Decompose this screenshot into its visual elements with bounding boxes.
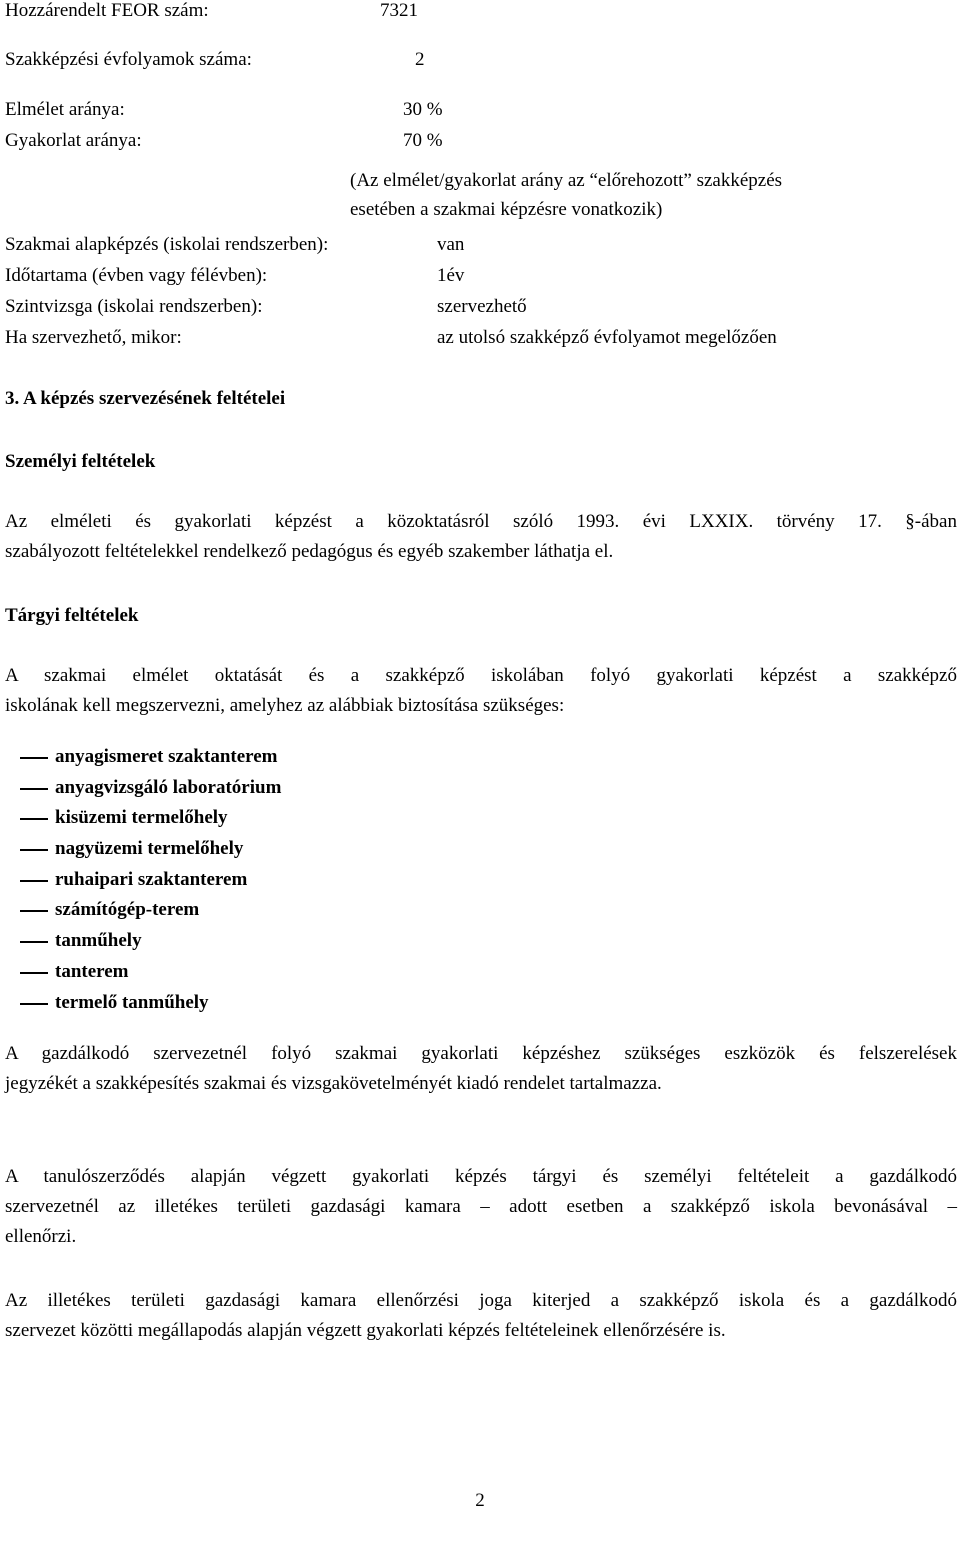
personal-paragraph [5, 507, 957, 567]
chamber-line-1: Az illetékes területi gazdasági kamara ellenőrzési joga kiterjed a szakképző iskola és a gazdálkodó [5, 1290, 957, 1311]
dash-bullet [20, 1003, 48, 1005]
equipment-line-2: jegyzékét a szakképesítés szakmai és vizsgakövetelményét kiadó rendelet tartalmazza. [5, 1073, 662, 1094]
feor-value: 7321 [380, 0, 418, 21]
ratio-note-line-2: esetében a szakmai képzésre vonatkozik) [350, 199, 663, 220]
when-label: Ha szervezhető, mikor: [5, 327, 182, 348]
ratio-note [350, 166, 910, 224]
dash-bullet [20, 941, 48, 943]
duration-row [5, 261, 955, 291]
practice-value: 70 % [403, 130, 443, 151]
duration-value: 1év [437, 265, 465, 286]
list-item: nagyüzemi termelőhely [0, 834, 600, 865]
practice-label: Gyakorlat aránya: [5, 130, 142, 151]
material-paragraph [5, 661, 957, 721]
when-row [5, 323, 955, 353]
dash-bullet [20, 910, 48, 912]
feor-label: Hozzárendelt FEOR szám: [5, 0, 209, 21]
dash-bullet [20, 757, 48, 759]
dash-bullet [20, 849, 48, 851]
personal-line-1: Az elméleti és gyakorlati képzést a közoktatásról szóló 1993. évi LXXIX. törvény 17. §-ában [5, 511, 957, 532]
dash-bullet [20, 818, 48, 820]
list-item: termelő tanműhely [0, 988, 600, 1019]
requirements-list [0, 742, 600, 1018]
material-line-2: iskolának kell megszervezni, amelyhez az alábbiak biztosítása szükséges: [5, 695, 565, 716]
contract-line-3: ellenőrzi. [5, 1226, 77, 1247]
section-title: 3. A képzés szervezésének feltételei [5, 388, 286, 409]
dash-bullet [20, 788, 48, 790]
list-item: ruhaipari szaktanterem [0, 865, 600, 896]
list-item: anyagismeret szaktanterem [0, 742, 600, 773]
chamber-paragraph [5, 1286, 957, 1346]
dash-bullet [20, 972, 48, 974]
contract-line-1: A tanulószerződés alapján végzett gyakorlati képzés tárgyi és személyi feltételeit a gazdálkodó [5, 1166, 957, 1187]
list-item: kisüzemi termelőhely [0, 803, 600, 834]
theory-row [5, 95, 955, 125]
duration-label: Időtartama (évben vagy félévben): [5, 265, 268, 286]
contract-paragraph [5, 1162, 957, 1252]
feor-row [5, 0, 955, 26]
list-item: számítógép-terem [0, 895, 600, 926]
chamber-line-2: szervezet közötti megállapodás alapján végzett gyakorlati képzés feltételeinek ellenőrzésére is. [5, 1320, 726, 1341]
basic-label: Szakmai alapképzés (iskolai rendszerben): [5, 234, 329, 255]
contract-line-2: szervezetnél az illetékes területi gazdasági kamara – adott esetben a szakképző iskola bevonásával – [5, 1196, 957, 1217]
equipment-line-1: A gazdálkodó szervezetnél folyó szakmai gyakorlati képzéshez szükséges eszközök és felszerelések [5, 1043, 957, 1064]
exam-row [5, 292, 955, 322]
personal-line-2: szabályozott feltételekkel rendelkező pedagógus és egyéb szakember láthatja el. [5, 541, 614, 562]
exam-value: szervezhető [437, 296, 527, 317]
when-value: az utolsó szakképző évfolyamot megelőzően [437, 327, 777, 348]
dash-bullet [20, 880, 48, 882]
material-heading: Tárgyi feltételek [5, 605, 139, 626]
ratio-note-line-1: (Az elmélet/gyakorlat arány az “előrehozott” szakképzés [350, 170, 783, 191]
years-row [5, 45, 955, 75]
list-item: tanműhely [0, 926, 600, 957]
practice-row [5, 126, 955, 156]
theory-value: 30 % [403, 99, 443, 120]
personal-heading: Személyi feltételek [5, 451, 156, 472]
material-line-1: A szakmai elmélet oktatását és a szakképző iskolában folyó gyakorlati képzést a szakképző [5, 665, 957, 686]
list-item: anyagvizsgáló laboratórium [0, 773, 600, 804]
page-number: 2 [475, 1490, 485, 1511]
theory-label: Elmélet aránya: [5, 99, 125, 120]
list-item: tanterem [0, 957, 600, 988]
years-label: Szakképzési évfolyamok száma: [5, 49, 252, 70]
basic-value: van [437, 234, 465, 255]
equipment-paragraph [5, 1039, 957, 1099]
basic-row [5, 230, 955, 260]
years-value: 2 [415, 49, 425, 70]
exam-label: Szintvizsga (iskolai rendszerben): [5, 296, 263, 317]
